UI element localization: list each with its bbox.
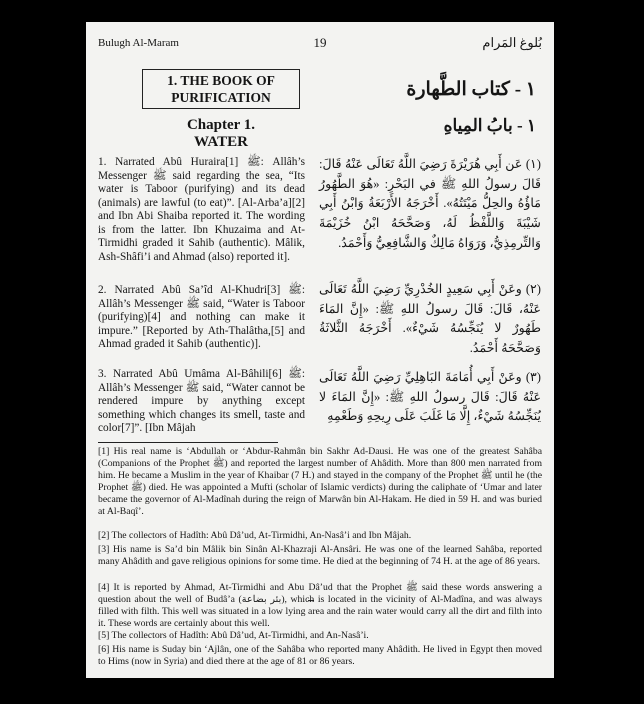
- footnote-3: [3] His name is Sa’d bin Mâlik bin Sinân Al-Khazraji Al-Ansâri. He was one of the learned Sahâba, reported many Ahâdith and gave religious opinions for some time. He died at the beginning of 74 H. at the age of 86 years.: [98, 544, 542, 567]
- footnote-5: [5] The collectors of Hadîth: Abû Dâ’ud, At-Tirmidhi, and An-Nasâ’i.: [98, 630, 369, 641]
- chapter-title-en: WATER: [194, 134, 248, 150]
- hadith-en-1-text: 1. Narrated Abû Huraira[1] ﷺ: Allâh’s Messenger ﷺ said regarding the sea, “Its water is Taboor (purifying) and its dead (animals) are lawful (to eat)”. [Al-Arba’a][2] and Ibn Abi Shaiba reported it. The wording is from the latter. Ibn Khuzaima and At-Tirmidhi graded it Sahib (authentic). Mâlik, Ash-Shâfi’i and Ahmad (also) reported it].: [98, 156, 306, 263]
- hadith-en-2: [98, 284, 305, 352]
- hadith-en-2-text: 2. Narrated Abû Sa’îd Al-Khudri[3] ﷺ: Allâh’s Messenger ﷺ said, “Water is Taboor (purifying)[4] and nothing can make it impure.” [Reported by Ath-Thalâtha,[5] and Ahmad graded it Sahib (authentic)].: [98, 284, 305, 350]
- hadith-ar-3-text: (٣) وعَنْ أَبِي أُمَامَةَ البَاهِلِيِّ رَضِيَ اللَّهُ تَعَالَى عَنْهُ قَالَ: قَالَ رسولُ اللهِ ﷺ: «إِنَّ المَاءَ لا يُنَجِّسُهُ شَيْءٌ، إِلَّا مَا غَلَبَ عَلَى رِيحِهِ وَطَعْمِهِ: [319, 370, 541, 424]
- book-title-ar: ١ - كتاب الطَّهارة: [406, 79, 536, 100]
- footnote-6: [6] His name is Suday bin ‘Ajlân, one of the Sahâba who reported many Ahâdith. He lived in Egypt then moved to Hims (now in Syria) and died there at the age of 81 or 86 years.: [98, 644, 542, 667]
- header-arabic-title: بُلوغ المَرام: [482, 35, 542, 50]
- running-header: [98, 35, 542, 53]
- book-title-en: 1. THE BOOK OF PURIFICATION: [167, 73, 275, 105]
- hadith-en-1: [98, 156, 305, 264]
- header-book-title: Bulugh Al-Maram: [98, 37, 179, 49]
- footnote-4: [4] It is reported by Ahmad, At-Tirmidhi and Abu Dâ’ud that the Prophet ﷺ said these words answering a question about the well of Budâ’a (بئر بضاعة), which is located in the vicinity of Al-Madîna, and was always filled with filth. This well was situated in a low lying area and the rain water would carry all the dirt and filth into it. These words are certainly about this well.: [98, 582, 543, 629]
- chapter-label: Chapter 1.: [186, 117, 256, 133]
- hadith-ar-2: [319, 280, 541, 359]
- chapter-title-ar: ١ - بابُ المِياهِ: [443, 116, 536, 135]
- hadith-en-3-text: 3. Narrated Abû Umâma Al-Bâhili[6] ﷺ: Allâh’s Messenger ﷺ said, “Water cannot be rendered impure by anything except something which changes its smell, taste and color[7]”. [Ibn Mâjah: [98, 368, 305, 434]
- footnote-1: [1] His real name is ‘Abdullah or ‘Abdur-Rahmân bin Sakhr Ad-Dausi. He was one of the greatest Sahâba (Companions of the Prophet ﷺ) and reported the largest number of Ahâdith. More than 800 men narrated from him. He became a Muslim in the year of Khaibar (7 H.) and stayed in the company of the Prophet ﷺ until he (the Prophet ﷺ) died. He was appointed a Mufti (scholar of Islamic verdicts) during the caliphate of ‘Umar and later became the governor of Al-Madînah during the reign of Marwân bin Al-Hakam. He died in 59 H. and was buried at Al-Baqî’.: [98, 446, 542, 517]
- hadith-ar-1: [319, 155, 541, 254]
- page-number: 19: [313, 35, 327, 50]
- book-page: [86, 22, 554, 678]
- hadith-ar-1-text: (١) عَن أَبِي هُرَيْرَةَ رَضِيَ اللَّهُ تَعَالَى عَنْهُ قَالَ: قَالَ رسولُ اللهِ ﷺ في البَحْرِ: «هُوَ الطَّهُورُ مَاؤُهُ والحِلُّ مَيْتَتُهُ». أَخْرَجَهُ الأَرْبَعَةُ وَابْنُ أَبِي شَيْبَةَ وَاللَّفْظُ لَهُ، وَصَحَّحَهُ ابْنُ خُزَيْمَةَ وَالتِّرمِذِيُّ، وَرَوَاهُ مَالِكٌ وَالشَّافِعِيُّ وَأَحْمَدُ.: [319, 157, 541, 250]
- book-title-box: [142, 69, 300, 109]
- footnote-separator: [98, 442, 278, 443]
- footnote-2: [2] The collectors of Hadîth: Abû Dâ’ud, At-Tirmidhi, An-Nasâ’i and Ibn Mâjah.: [98, 530, 412, 541]
- hadith-ar-3: [319, 368, 541, 427]
- hadith-en-3: [98, 368, 305, 436]
- hadith-ar-2-text: (٢) وعَنْ أَبِي سَعِيدٍ الخُدْرِيِّ رَضِيَ اللَّهُ تَعَالَى عَنْهُ، قَالَ: قَالَ رسولُ اللهِ ﷺ: «إِنَّ المَاءَ طَهُورٌ لا يُنَجِّسُهُ شَيْءٌ». أَخْرَجَهُ الثَّلاثَةُ وَصَحَّحَهُ أَحْمَدُ.: [319, 282, 541, 356]
